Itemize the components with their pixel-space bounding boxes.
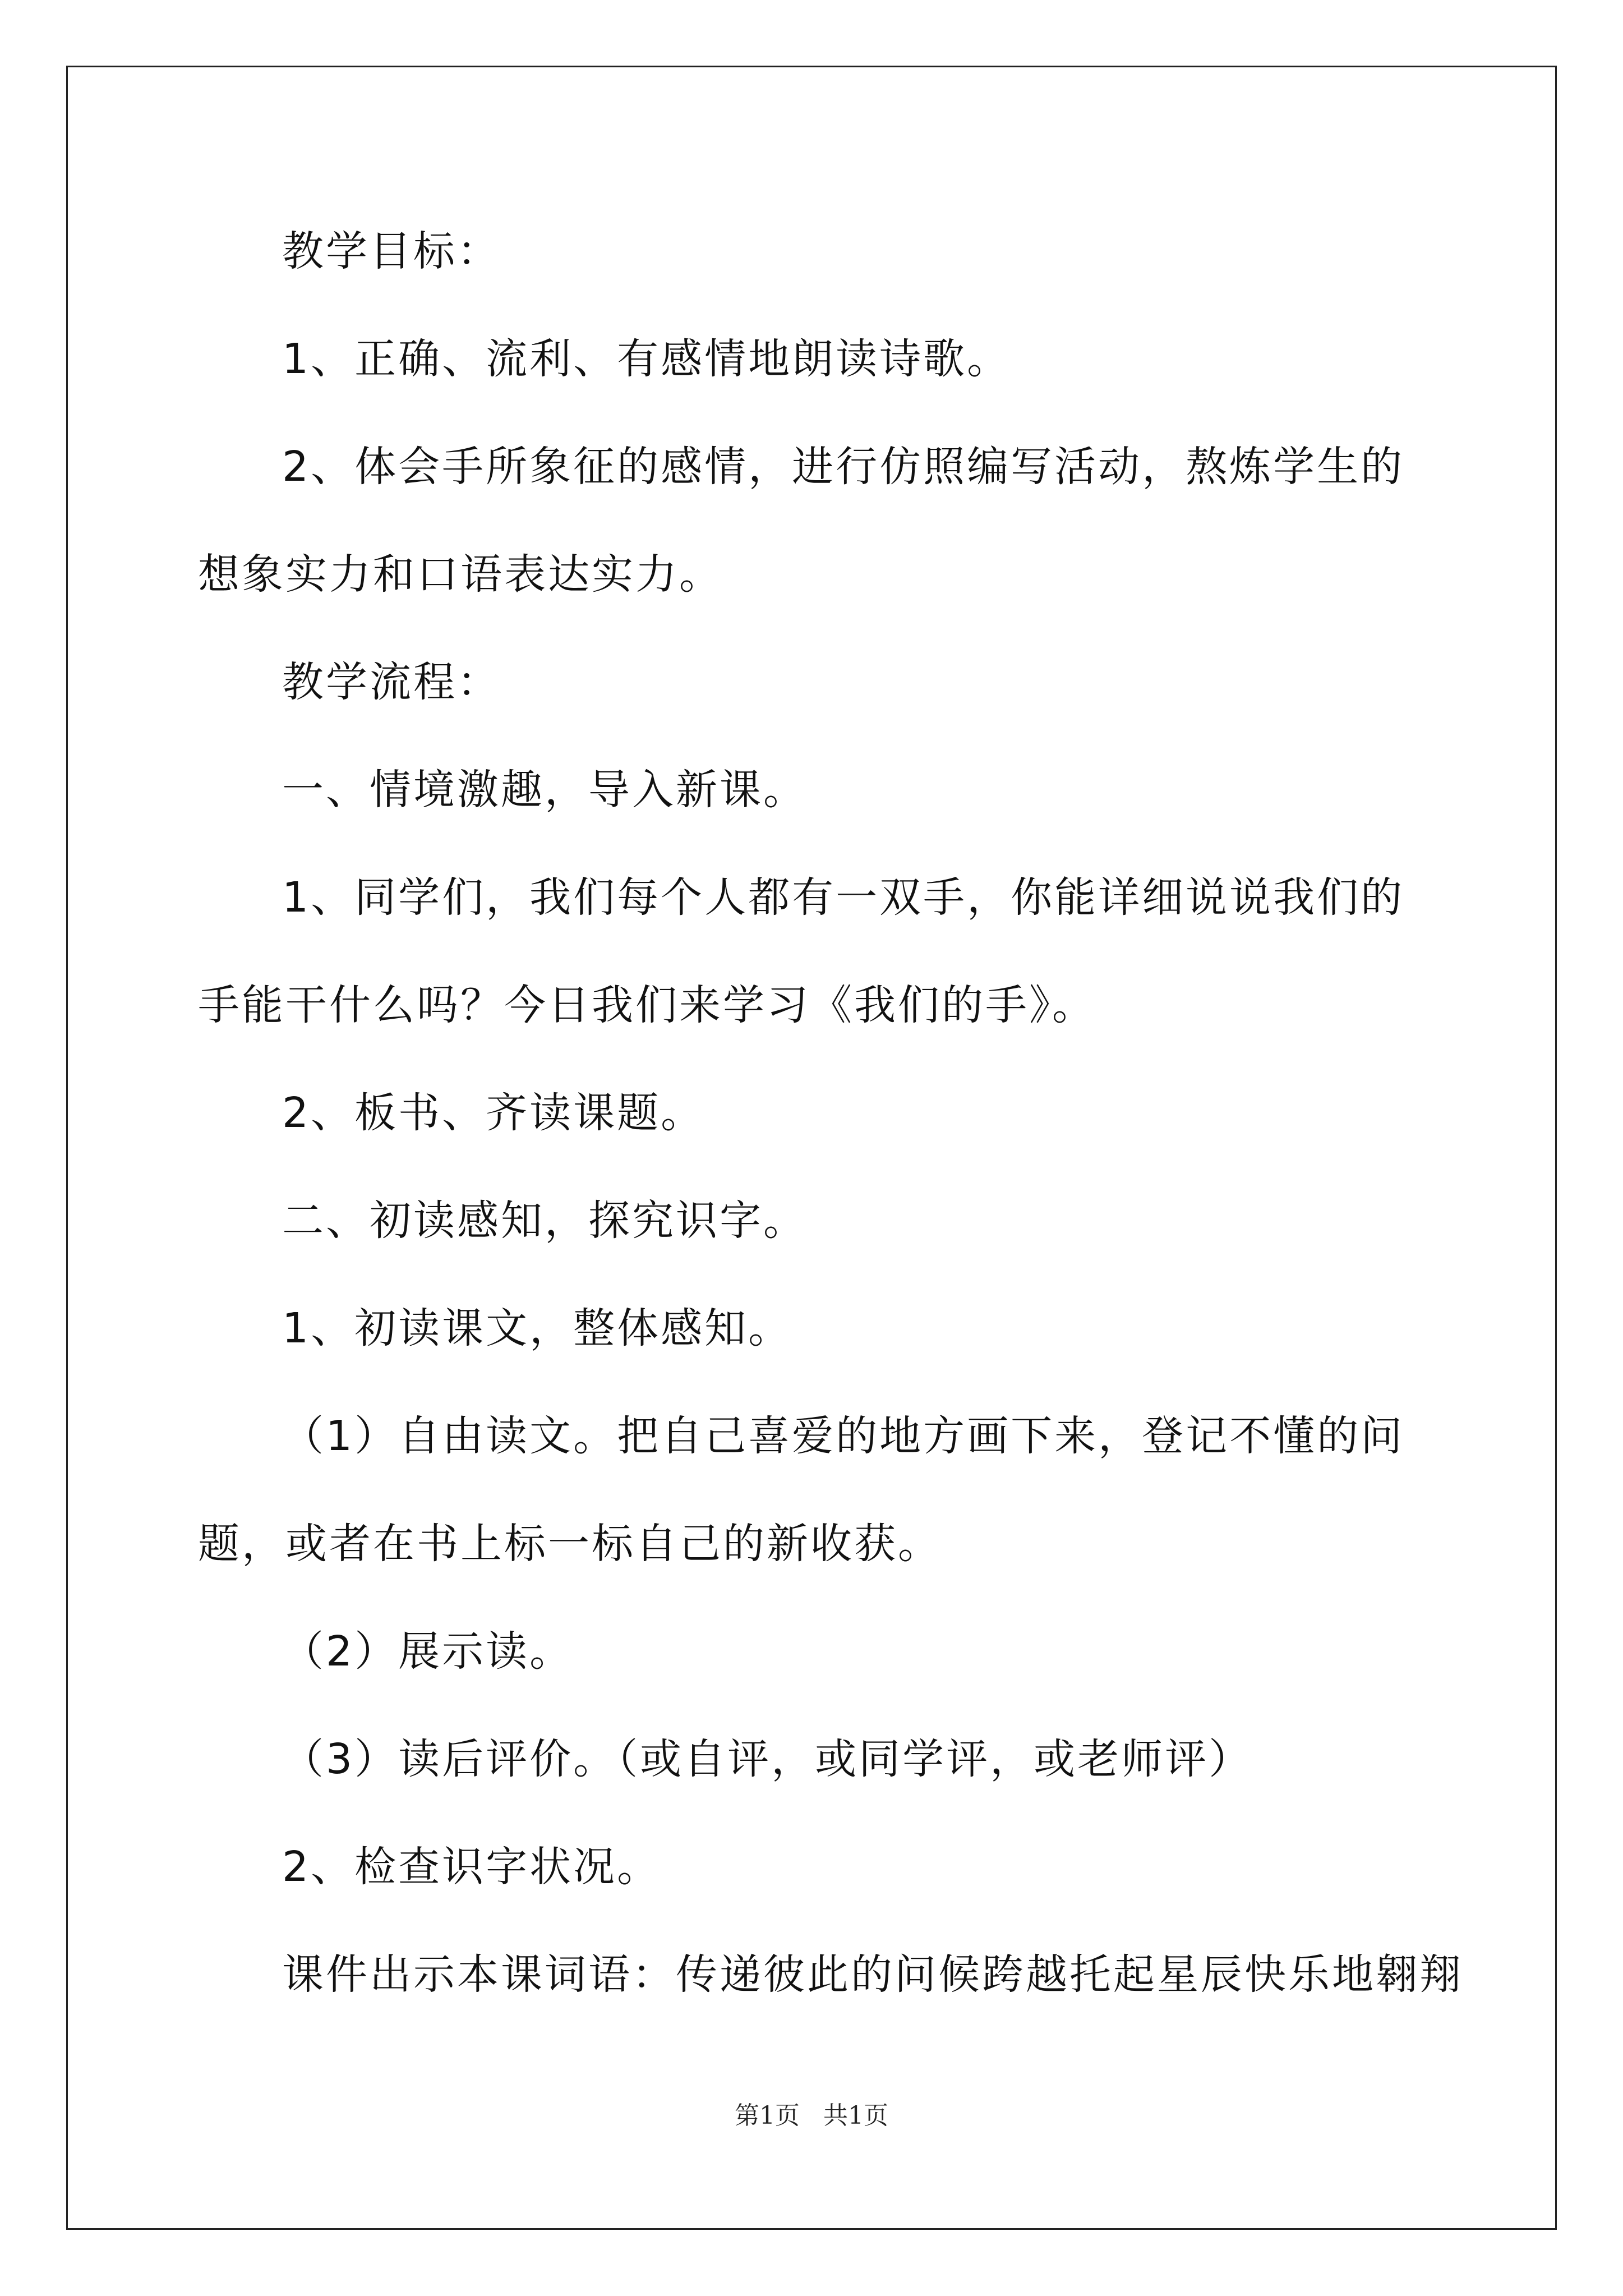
paragraph: （3）读后评价。（或自评，或同学评，或老师评）: [282, 1735, 1253, 1783]
paragraph: 1、同学们，我们每个人都有一双手，你能详细说说我们的手能干什么吗？今日我们来学习《我们的手》。: [198, 873, 1405, 1029]
paragraph-heading-process: 教学流程：: [282, 658, 501, 706]
paragraph-heading-objectives: 教学目标：: [282, 227, 501, 275]
paragraph: 2、检查识字状况。: [282, 1843, 661, 1891]
document-body: [198, 224, 1463, 2055]
paragraph-section-heading: 一、情境激趣，导入新课。: [282, 766, 807, 814]
paragraph: 2、体会手所象征的感情，进行仿照编写活动，熬炼学生的想象实力和口语表达实力。: [198, 443, 1405, 599]
page-number: 第1页: [735, 2101, 800, 2130]
page-footer: [0, 2095, 1623, 2131]
paragraph: （1）自由读文。把自己喜爱的地方画下来，登记不懂的问题，或者在书上标一标自己的新收获。: [198, 1412, 1405, 1568]
paragraph: （2）展示读。: [282, 1627, 574, 1676]
paragraph: 2、板书、齐读课题。: [282, 1089, 705, 1137]
paragraph-section-heading: 二、初读感知，探究识字。: [282, 1197, 807, 1245]
paragraph: 1、初读课文，整体感知。: [282, 1304, 792, 1352]
paragraph: 课件出示本课词语：传递彼此的问候跨越托起星辰快乐地翱翔: [282, 1950, 1463, 1999]
page-total: 共1页: [823, 2101, 888, 2130]
paragraph: 1、正确、流利、有感情地朗读诗歌。: [282, 335, 1011, 383]
